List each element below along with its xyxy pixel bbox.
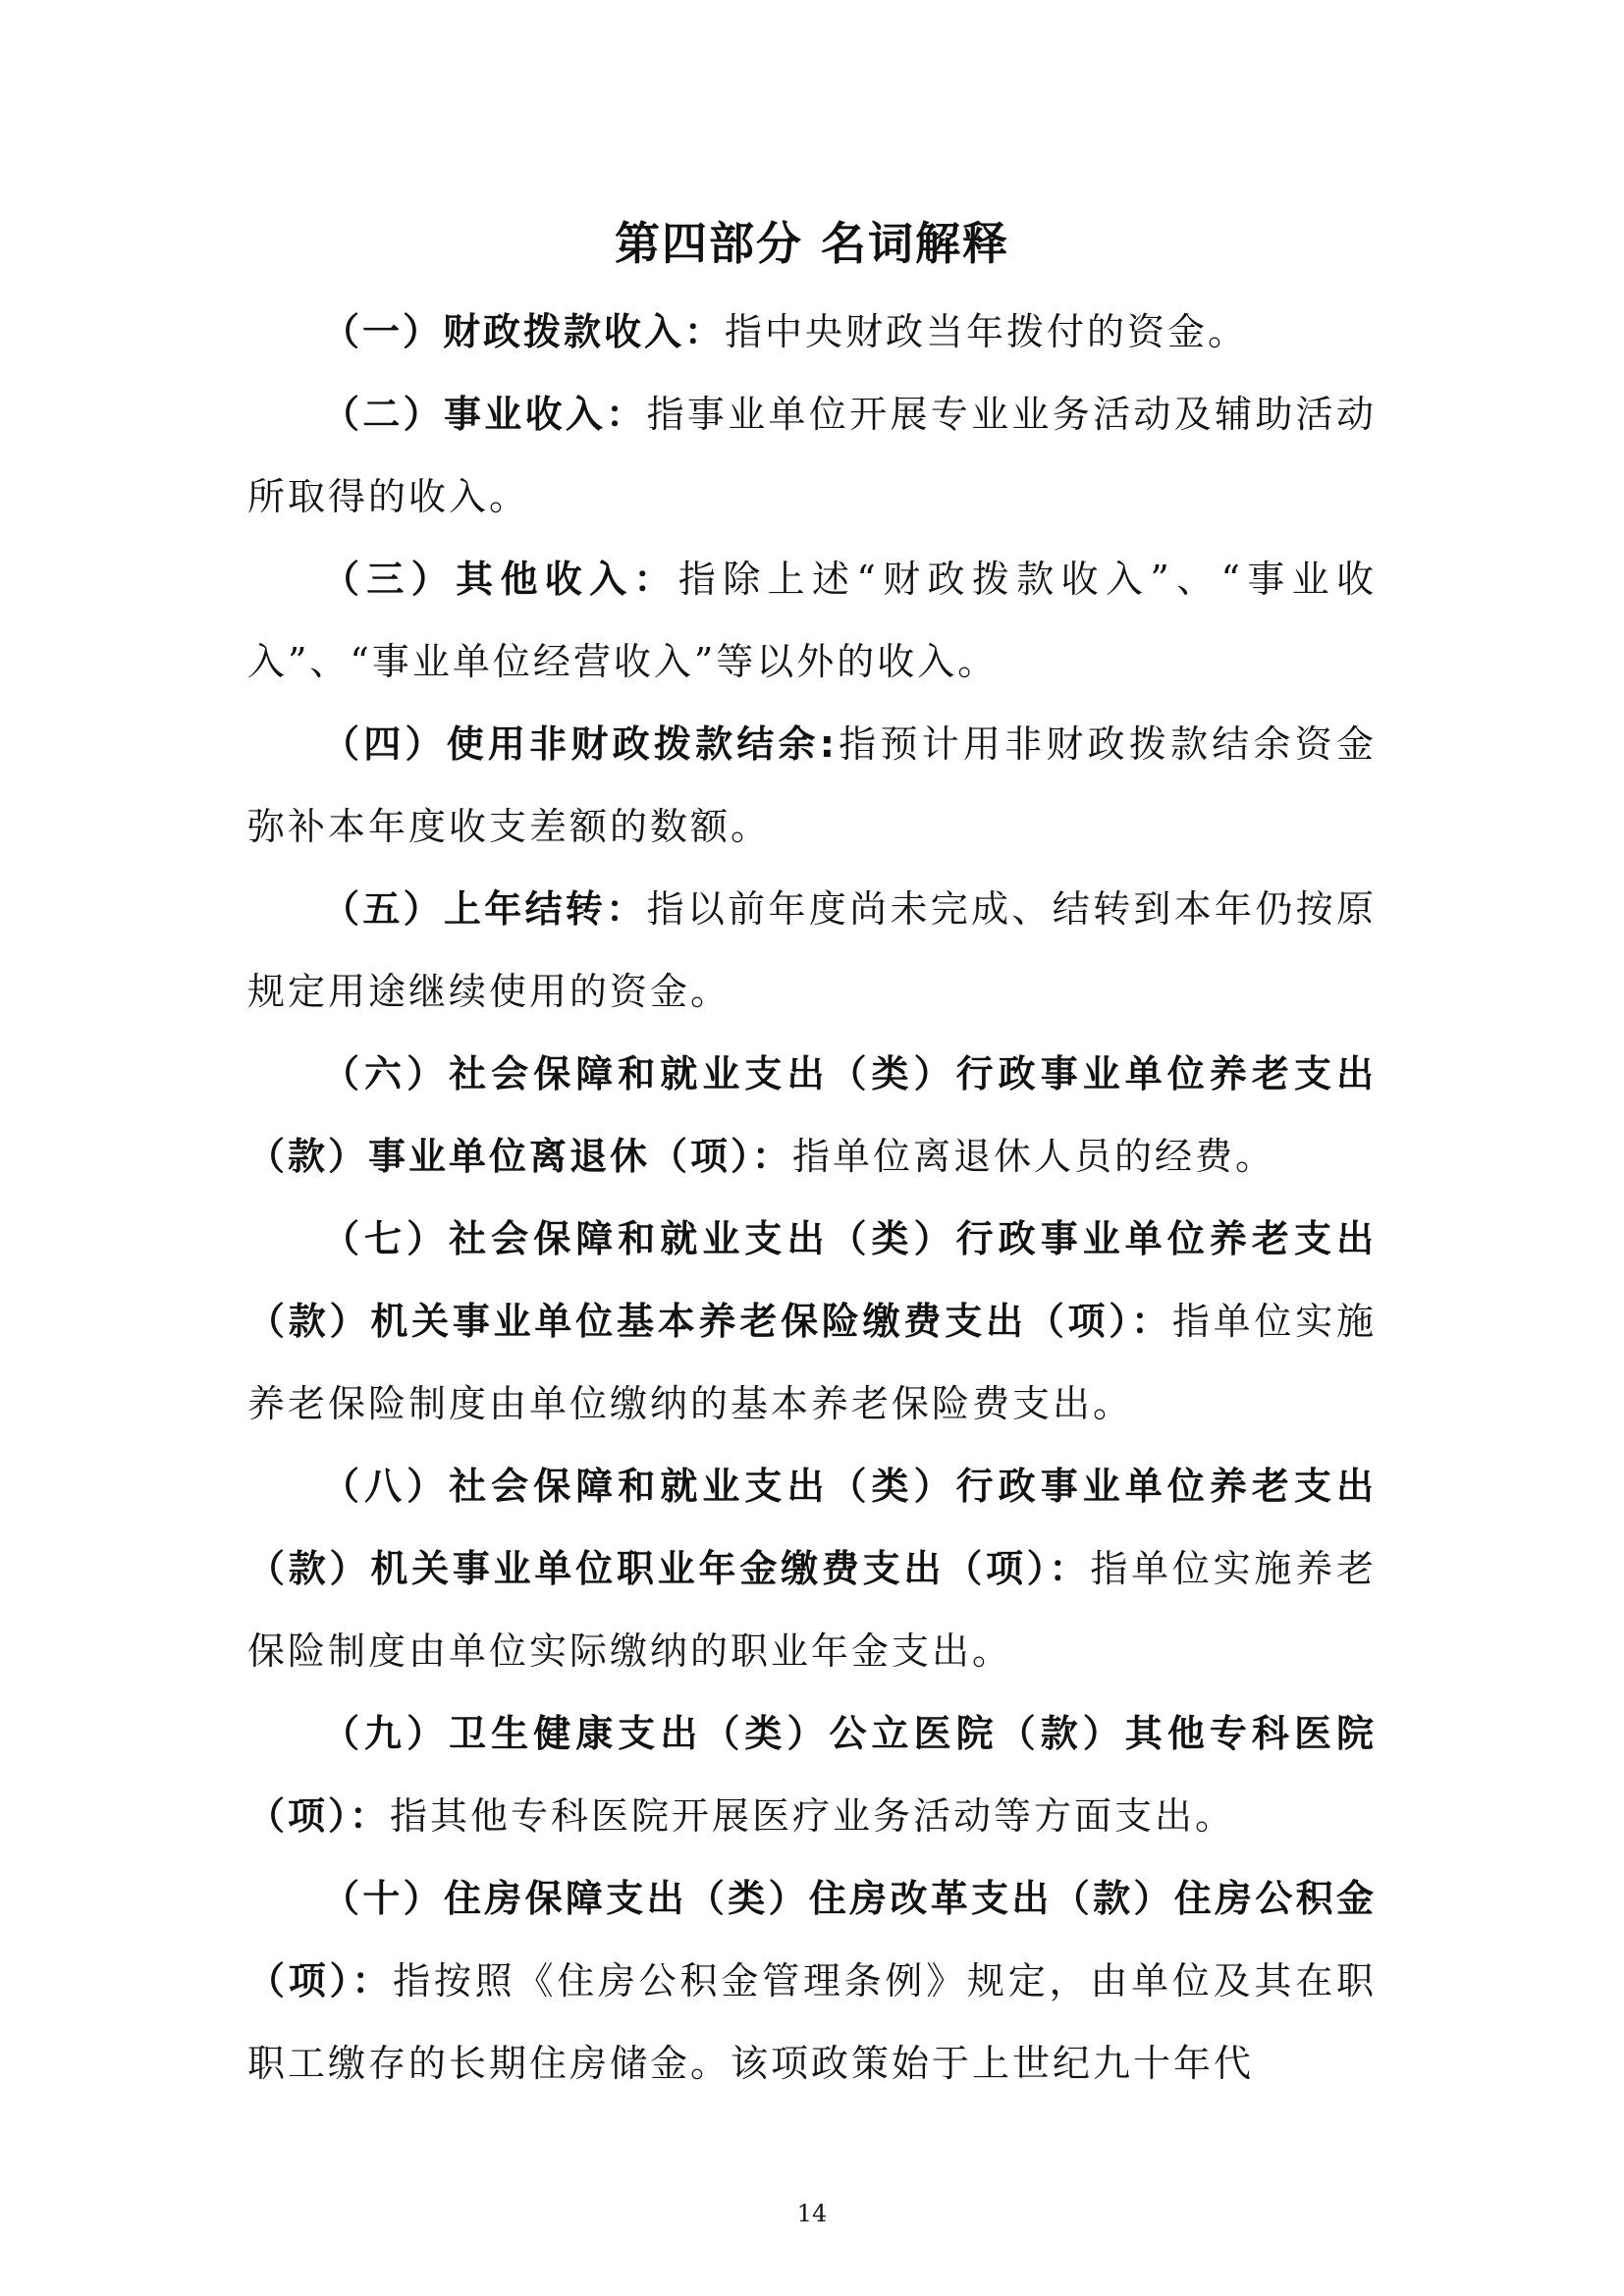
definition-item: [247, 703, 1377, 868]
definition-item: [247, 1857, 1377, 2105]
definition-text: 指事业单位开展专业业务活动及辅助活动所取得的收入。: [247, 393, 1377, 518]
definition-item: [247, 1445, 1377, 1692]
definition-term: （一）财政拨款收入：: [322, 310, 726, 353]
definition-text: 指除上述“财政拨款收入”、“事业收入”、“事业单位经营收入”等以外的收入。: [247, 558, 1377, 683]
definition-item: [247, 868, 1377, 1033]
definition-term: （九）卫生健康支出（类）公立医院（款）其他专科医院（项）：: [247, 1712, 1377, 1838]
definition-text: 指单位实施养老保险制度由单位实际缴纳的职业年金支出。: [247, 1547, 1377, 1673]
definition-text: 指其他专科医院开展医疗业务活动等方面支出。: [390, 1794, 1236, 1838]
definition-text: 指以前年度尚未完成、结转到本年仍按原规定用途继续使用的资金。: [247, 887, 1377, 1013]
definition-term: （五）上年结转：: [322, 887, 647, 931]
definition-term: （八）社会保障和就业支出（类）行政事业单位养老支出（款）机关事业单位职业年金缴费支出（项）：: [247, 1465, 1377, 1590]
definition-term: （二）事业收入：: [322, 393, 647, 436]
definition-text: 指单位实施养老保险制度由单位缴纳的基本养老保险费支出。: [247, 1300, 1377, 1425]
definition-term: （六）社会保障和就业支出（类）行政事业单位养老支出（款）事业单位离退休（项）：: [247, 1052, 1377, 1178]
definition-item: [247, 1692, 1377, 1857]
definition-term: （四）使用非财政拨款结余:: [322, 722, 838, 766]
definition-term: （三）其他收入：: [322, 558, 678, 601]
definition-text: 指预计用非财政拨款结余资金弥补本年度收支差额的数额。: [247, 722, 1377, 848]
definition-text: 指单位离退休人员的经费。: [792, 1135, 1276, 1178]
definition-text: 指按照《住房公积金管理条例》规定，由单位及其在职职工缴存的长期住房储金。该项政策始于上世纪九十年代: [247, 1959, 1377, 2085]
definition-item: [247, 1198, 1377, 1445]
definition-text: 指中央财政当年拨付的资金。: [725, 310, 1249, 353]
definition-term: （十）住房保障支出（类）住房改革支出（款）住房公积金（项）：: [247, 1877, 1377, 2002]
definition-item: [247, 291, 1377, 373]
definition-item: [247, 538, 1377, 703]
definition-term: （七）社会保障和就业支出（类）行政事业单位养老支出（款）机关事业单位基本养老保险缴费支出（项）：: [247, 1217, 1377, 1343]
definitions-list: [247, 291, 1377, 2105]
definition-item: [247, 1033, 1377, 1198]
page-title: 第四部分 名词解释: [614, 217, 1009, 270]
definition-item: [247, 373, 1377, 538]
page-number: 14: [796, 2200, 828, 2227]
